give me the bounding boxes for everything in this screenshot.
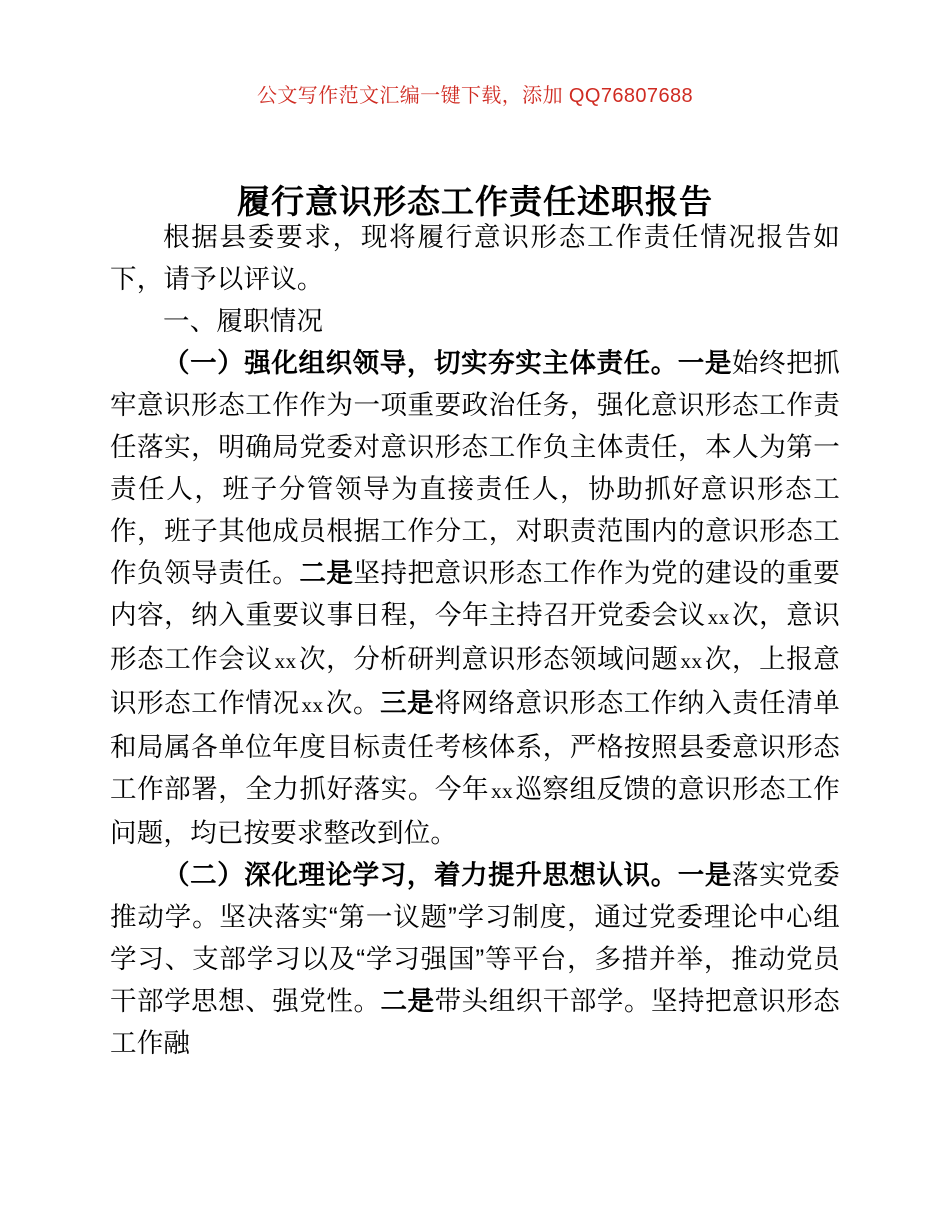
sub1-item2-text-e: 次。 xyxy=(325,688,381,718)
sub2-item2-label: 二是 xyxy=(380,986,435,1016)
sub1-item2-text-b: 次，意识形态工作会议 xyxy=(110,600,840,674)
document-title: 履行意识形态工作责任述职报告 xyxy=(237,183,713,221)
sub1-item2-text-d: 次，上报意识形态工作情况 xyxy=(110,644,841,718)
promo-header-text: 公文写作范文汇编一键下载，添加 QQ76807688 xyxy=(256,85,694,107)
sub1-item3-text-b: 巡察组反馈的意识形态工作问题，均已按要求整改到位。 xyxy=(110,774,840,848)
intro-text: 根据县委要求，现将履行意识形态工作责任情况报告如下，请予以评议。 xyxy=(110,222,840,294)
sub1-item2-label: 二是 xyxy=(299,558,354,588)
sub1-item2-num-d: xx xyxy=(301,693,324,717)
sub1-item2-num-a: xx xyxy=(707,605,730,629)
subsection-one-heading: （一）强化组织领导，切实夯实主体责任。 xyxy=(163,348,678,378)
sub1-item2-num-b: xx xyxy=(274,649,297,673)
sub2-item2-text: 带头组织干部学。坚持把意识形态工作融 xyxy=(110,986,841,1058)
sub1-item1-label: 一是 xyxy=(677,348,732,378)
sub1-item3-num-a: xx xyxy=(491,779,514,803)
sub1-item3-text-a: 将网络意识形态工作纳入责任清单和局属各单位年度目标责任考核体系，严格按照县委意识形态工作部署，全力抓好落实。今年 xyxy=(110,688,841,804)
section-one-heading xyxy=(110,300,840,342)
sub1-item2-text-c: 次，分析研判意识形态领域问题 xyxy=(298,644,679,674)
subsection-two-paragraph xyxy=(110,854,840,1064)
sub2-item1-label: 一是 xyxy=(677,860,732,890)
section-one-heading-text: 一、履职情况 xyxy=(163,306,324,336)
subsection-two-heading: （二）深化理论学习，着力提升思想认识。 xyxy=(163,860,678,890)
document-body xyxy=(110,216,840,1064)
sub1-item1-text: 始终把抓牢意识形态工作作为一项重要政治任务，强化意识形态工作责任落实，明确局党委对意识形态工作负主体责任，本人为第一责任人，班子分管领导为直接责任人，协助抓好意识形态工作，班子其他成员根据工作分工，对职责范围内的意识形态工作负领导责任。 xyxy=(110,348,840,588)
subsection-one-paragraph xyxy=(110,342,840,854)
sub2-item1-text: 落实党委推动学。坚决落实“第一议题”学习制度，通过党委理论中心组学习、支部学习以及“学习强国”等平台，多措并举，推动党员干部学思想、强党性。 xyxy=(110,860,840,1016)
intro-paragraph xyxy=(110,216,840,300)
sub1-item3-label: 三是 xyxy=(380,688,435,718)
sub1-item2-num-c: xx xyxy=(680,649,703,673)
sub1-item2-text-a: 坚持把意识形态工作作为党的建设的重要内容，纳入重要议事日程，今年主持召开党委会议 xyxy=(110,558,841,630)
